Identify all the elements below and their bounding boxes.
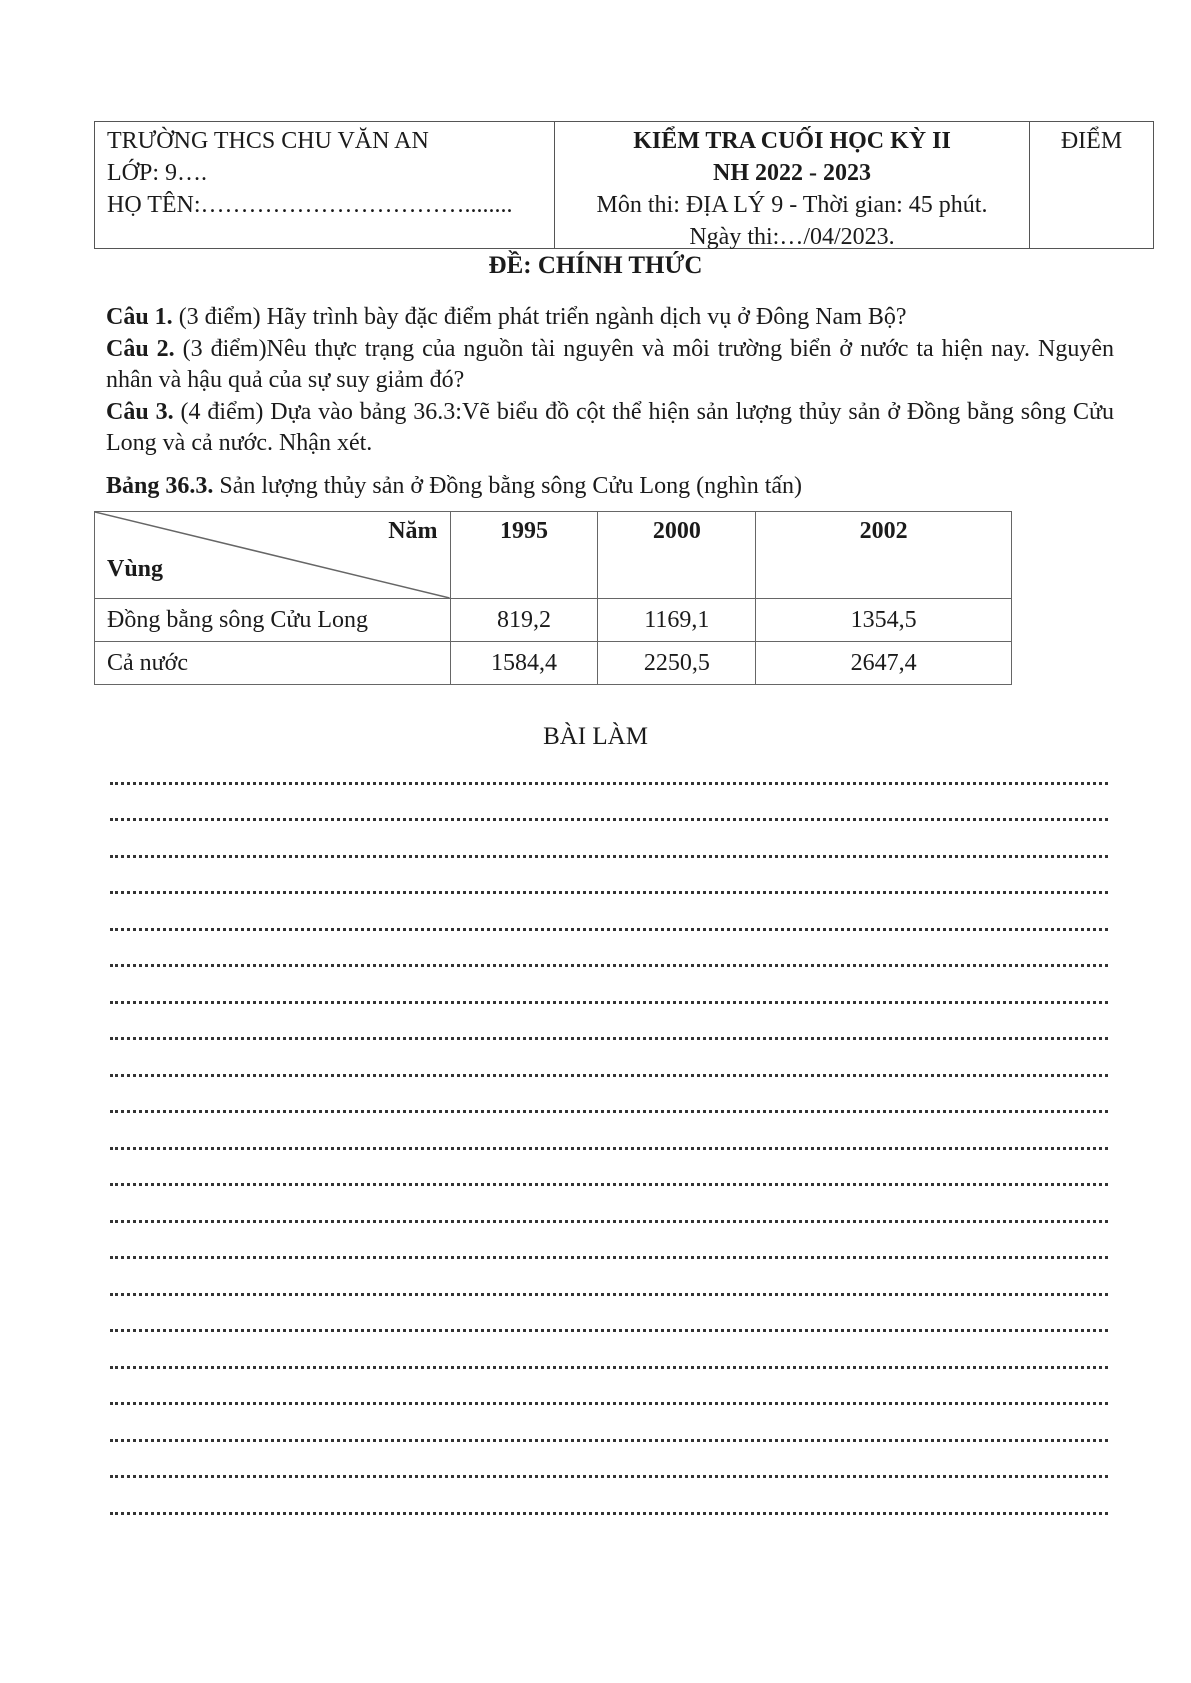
- question-list: [106, 302, 1114, 460]
- answer-line[interactable]: [110, 941, 1108, 978]
- score-label: ĐIỂM: [1060, 128, 1123, 154]
- question-2: [106, 334, 1114, 397]
- question-label: Câu 3.: [106, 398, 174, 425]
- answer-line[interactable]: [110, 1342, 1108, 1379]
- school-year: NH 2022 - 2023: [713, 160, 871, 186]
- fishery-output-table: [94, 511, 1012, 685]
- school-name: TRƯỜNG THCS CHU VĂN AN: [107, 128, 429, 154]
- question-text: (4 điểm) Dựa vào bảng 36.3:Vẽ biểu đồ cột thể hiện sản lượng thủy sản ở Đồng bằng sông Cửu Long và cả nước. Nhận xét.: [106, 398, 1114, 456]
- answer-line[interactable]: [110, 1269, 1108, 1306]
- exam-title: KIỂM TRA CUỐI HỌC KỲ II: [633, 128, 951, 154]
- question-label: Câu 1.: [106, 304, 173, 330]
- value-cell: 1584,4: [450, 642, 598, 685]
- table-caption: [106, 470, 802, 502]
- subject-time: Môn thi: ĐỊA LÝ 9 - Thời gian: 45 phút.: [596, 192, 988, 218]
- value-cell: 1169,1: [598, 599, 756, 642]
- question-3: [106, 397, 1114, 460]
- answer-line[interactable]: [110, 1233, 1108, 1270]
- answer-line[interactable]: [110, 1087, 1108, 1124]
- answer-line[interactable]: [110, 1196, 1108, 1233]
- question-text: (3 điểm) Hãy trình bày đặc điểm phát triển ngành dịch vụ ở Đông Nam Bộ?: [172, 304, 907, 330]
- answer-line[interactable]: [110, 1306, 1108, 1343]
- answer-line[interactable]: [110, 1415, 1108, 1452]
- table-corner-cell: [95, 512, 451, 599]
- student-info: [95, 122, 555, 248]
- answer-line[interactable]: [110, 1160, 1108, 1197]
- question-1: [106, 302, 1114, 334]
- answer-line[interactable]: [110, 1014, 1108, 1051]
- answer-line[interactable]: [110, 904, 1108, 941]
- question-label: Câu 2.: [106, 335, 175, 362]
- region-cell: Đồng bằng sông Cửu Long: [95, 599, 451, 642]
- class-field: LỚP: 9….: [107, 160, 208, 186]
- answer-line[interactable]: [110, 1488, 1108, 1525]
- value-cell: 2250,5: [598, 642, 756, 685]
- exam-info: [555, 122, 1030, 248]
- score-box: [1030, 122, 1153, 248]
- answer-line[interactable]: [110, 1379, 1108, 1416]
- corner-region-label: Vùng: [107, 556, 164, 582]
- table-row: [95, 599, 1012, 642]
- exam-date: Ngày thi:…/04/2023.: [689, 224, 895, 250]
- official-label: ĐỀ: CHÍNH THỨC: [488, 252, 703, 279]
- value-cell: 2647,4: [756, 642, 1012, 685]
- value-cell: 1354,5: [756, 599, 1012, 642]
- table-row: [95, 642, 1012, 685]
- year-header: 2000: [598, 512, 756, 599]
- year-header: 2002: [756, 512, 1012, 599]
- answer-line[interactable]: [110, 1123, 1108, 1160]
- corner-year-label: Năm: [388, 518, 438, 544]
- answer-title: BÀI LÀM: [543, 723, 648, 750]
- student-name-field: HỌ TÊN:……………………………........: [107, 192, 513, 218]
- answer-line[interactable]: [110, 758, 1108, 795]
- answer-line[interactable]: [110, 831, 1108, 868]
- table-header-row: [95, 512, 1012, 599]
- answer-line[interactable]: [110, 868, 1108, 905]
- answer-area[interactable]: [110, 758, 1108, 1525]
- answer-line[interactable]: [110, 795, 1108, 832]
- answer-line[interactable]: [110, 1050, 1108, 1087]
- table-caption-label: Bảng 36.3.: [106, 473, 214, 499]
- answer-line[interactable]: [110, 1452, 1108, 1489]
- question-text: (3 điểm)Nêu thực trạng của nguồn tài nguyên và môi trường biển ở nước ta hiện nay. Nguyên nhân và hậu quả của sự suy giảm đó?: [106, 335, 1114, 393]
- answer-line[interactable]: [110, 977, 1108, 1014]
- exam-header: [94, 121, 1154, 249]
- table-caption-text: Sản lượng thủy sản ở Đồng bằng sông Cửu Long (nghìn tấn): [213, 473, 803, 499]
- value-cell: 819,2: [450, 599, 598, 642]
- year-header: 1995: [450, 512, 598, 599]
- region-cell: Cả nước: [95, 642, 451, 685]
